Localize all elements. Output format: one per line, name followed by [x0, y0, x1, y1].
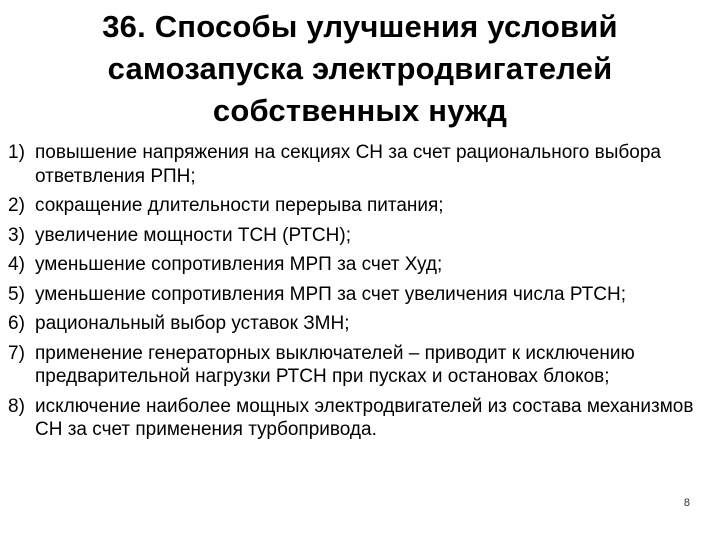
item-text: применение генераторных выключателей – приводит к исключению предварительной нагрузки РТСН при пусках и остановах блоков; [35, 342, 635, 387]
item-text: уменьшение сопротивления МРП за счет увеличения числа РТСН; [35, 283, 626, 305]
item-text: рациональный выбор уставок ЗМН; [35, 313, 350, 334]
list-item [8, 224, 714, 248]
list-item [8, 342, 714, 389]
item-text: сокращение длительности перерыва питания; [35, 195, 444, 216]
item-number: 2) [8, 195, 25, 216]
item-text: увеличение мощности ТСН (РТСН); [35, 224, 351, 246]
list-item [8, 312, 714, 336]
item-number: 4) [8, 254, 25, 275]
list-item [8, 194, 714, 218]
list-item [8, 283, 714, 307]
item-number: 5) [8, 283, 25, 305]
measures-list [8, 141, 714, 448]
item-number: 1) [8, 142, 25, 163]
slide-title: 36. Способы улучшения условий самозапуска электродвигателей собственных нужд [102, 9, 618, 128]
page-number: 8 [683, 497, 690, 509]
item-text: исключение наиболее мощных электродвигателей из состава механизмов СН за счет применения турбопривода. [35, 395, 694, 440]
item-number: 3) [8, 224, 25, 246]
item-text: уменьшение сопротивления МРП за счет Худ; [35, 254, 443, 275]
list-item [8, 141, 714, 188]
list-item [8, 253, 714, 277]
item-number: 7) [8, 342, 25, 364]
list-item [8, 395, 714, 442]
item-text: повышение напряжения на секциях СН за счет рационального выбора ответвления РПН; [35, 142, 661, 187]
item-number: 6) [8, 313, 25, 334]
item-number: 8) [8, 395, 25, 417]
